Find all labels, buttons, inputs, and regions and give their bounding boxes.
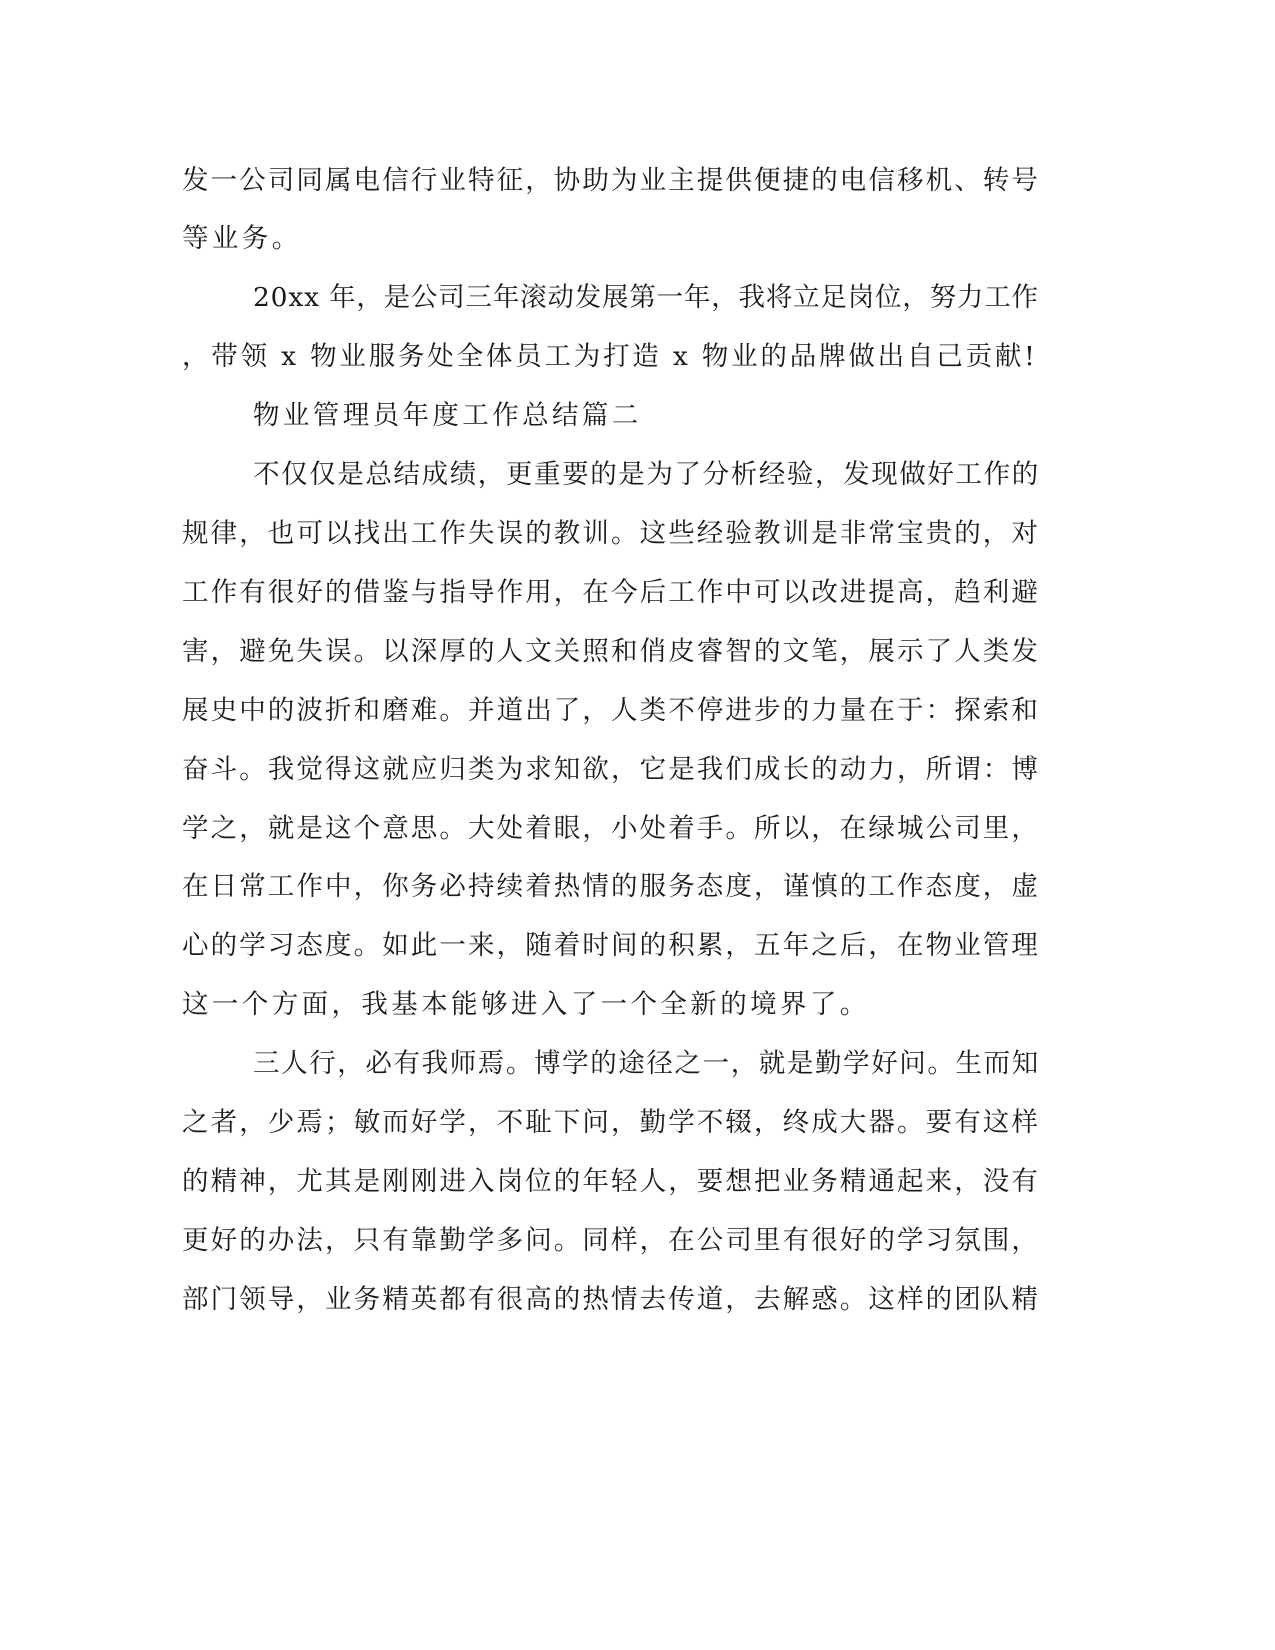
- text-line: 20xx 年，是公司三年滚动发展第一年，我将立足岗位，努力工作: [253, 282, 1039, 313]
- text-line: 发一公司同属电信行业特征，协助为业主提供便捷的电信移机、转号: [182, 165, 1040, 196]
- text-line: 规律，也可以找出工作失误的教训。这些经验教训是非常宝贵的，对: [182, 518, 1040, 549]
- text-line: 三人行，必有我师焉。博学的途径之一，就是勤学好问。生而知: [253, 1048, 1040, 1079]
- text-line: 部门领导，业务精英都有很高的热情去传道，去解惑。这样的团队精: [182, 1284, 1040, 1315]
- section-heading: 物业管理员年度工作总结篇二: [253, 400, 642, 431]
- text-line: 心的学习态度。如此一来，随着时间的积累，五年之后，在物业管理: [182, 930, 1040, 961]
- text-line: 害，避免失误。以深厚的人文关照和俏皮睿智的文笔，展示了人类发: [182, 636, 1040, 667]
- text-line: 展史中的波折和磨难。并道出了，人类不停进步的力量在于：探索和: [182, 695, 1040, 726]
- text-line: 的精神，尤其是刚刚进入岗位的年轻人，要想把业务精通起来，没有: [182, 1166, 1040, 1197]
- text-line: 之者，少焉；敏而好学，不耻下问，勤学不辍，终成大器。要有这样: [182, 1107, 1040, 1138]
- text-line: 奋斗。我觉得这就应归类为求知欲，它是我们成长的动力，所谓：博: [182, 754, 1040, 785]
- text-line: 学之，就是这个意思。大处着眼，小处着手。所以，在绿城公司里，: [182, 813, 1040, 844]
- text-line: 等业务。: [182, 223, 302, 254]
- text-line: 不仅仅是总结成绩，更重要的是为了分析经验，发现做好工作的: [253, 459, 1040, 490]
- text-line: 在日常工作中，你务必持续着热情的服务态度，谨慎的工作态度，虚: [182, 871, 1040, 902]
- text-line: ，带领 x 物业服务处全体员工为打造 x 物业的品牌做出自己贡献!: [182, 341, 1038, 372]
- text-line: 更好的办法，只有靠勤学多问。同样，在公司里有很好的学习氛围，: [182, 1225, 1040, 1256]
- text-line: 工作有很好的借鉴与指导作用，在今后工作中可以改进提高，趋利避: [182, 577, 1040, 608]
- text-line: 这一个方面，我基本能够进入了一个全新的境界了。: [182, 989, 870, 1020]
